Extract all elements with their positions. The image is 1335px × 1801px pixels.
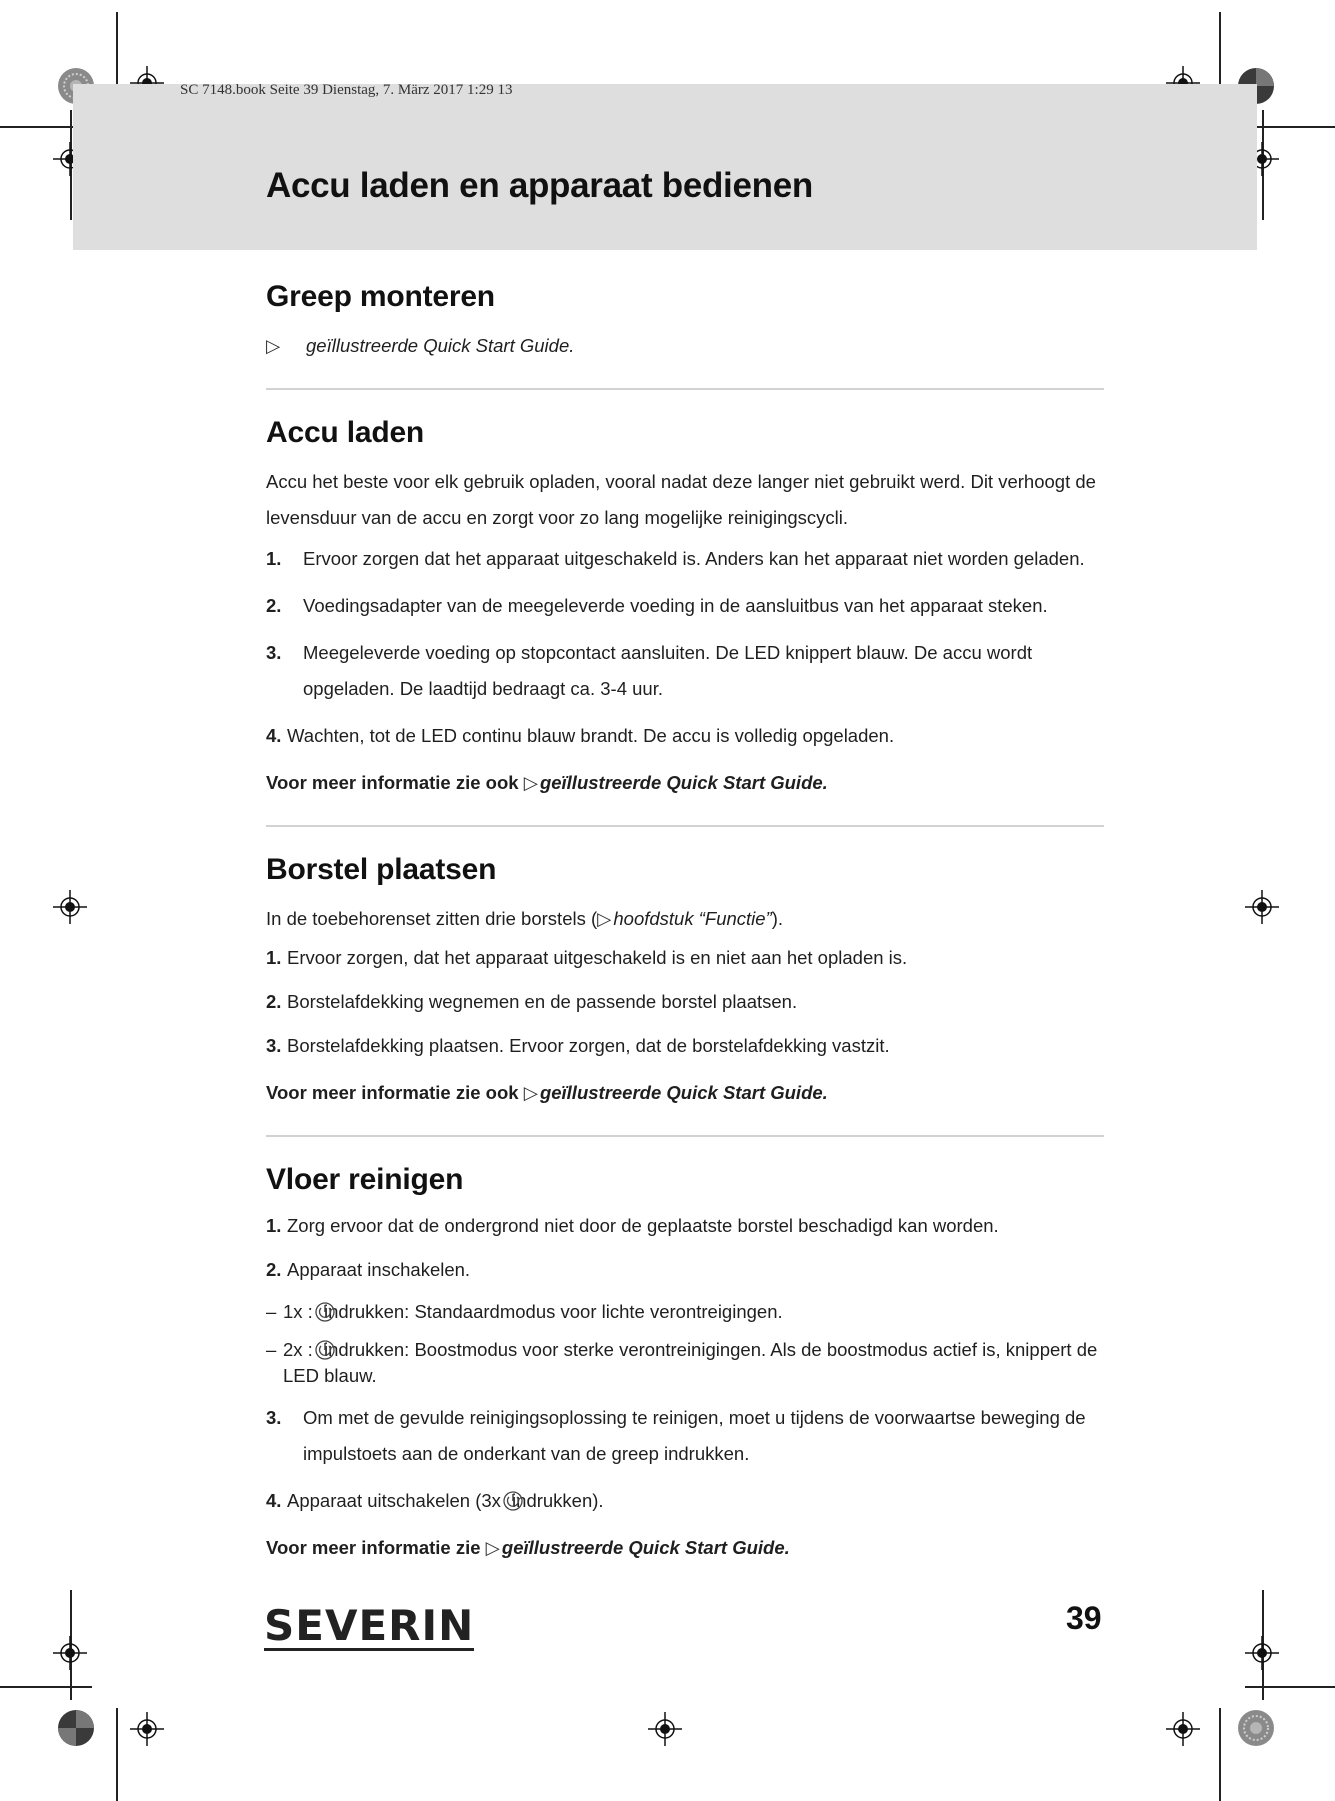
intro-text-end: ). <box>771 908 784 929</box>
step-text-end: indrukken). <box>512 1490 604 1511</box>
step-list <box>266 943 1104 1061</box>
list-item <box>266 1299 1104 1325</box>
list-item <box>266 721 1104 751</box>
more-info-line <box>266 1530 1104 1566</box>
step-number: 3. <box>266 1035 282 1056</box>
section-intro <box>266 901 1104 937</box>
section-title: Borstel plaatsen <box>266 853 497 886</box>
power-button-icon <box>314 1339 336 1361</box>
step-number: 3. <box>266 642 282 663</box>
power-button-icon <box>314 1301 336 1323</box>
list-item <box>266 1337 1104 1389</box>
intro-text: In de toebehorenset zitten drie borstels ( <box>266 908 598 929</box>
triangle-right-icon: ▷ <box>597 908 612 929</box>
step-list <box>266 1211 1104 1285</box>
step-list <box>266 544 1104 751</box>
list-item <box>266 1211 1104 1241</box>
more-info-lead: Voor meer informatie zie ook <box>266 772 519 793</box>
quick-start-link: geïllustreerde Quick Start Guide. <box>539 1082 828 1103</box>
section-divider <box>266 388 1104 390</box>
step-text: Borstelafdekking wegnemen en de passende borstel plaatsen. <box>287 991 798 1012</box>
registration-crosshair-icon <box>53 1636 87 1670</box>
triangle-right-icon: ▷ <box>523 772 538 793</box>
step-text-start: Apparaat uitschakelen (3x <box>287 1490 507 1511</box>
press-count: 2x : <box>283 1339 313 1360</box>
section-title: Accu laden <box>266 416 425 449</box>
press-count: 1x : <box>283 1301 313 1322</box>
registration-crosshair-icon <box>648 1712 682 1746</box>
quick-start-link: geïllustreerde Quick Start Guide. <box>539 772 828 793</box>
step-number: 1. <box>266 947 282 968</box>
list-item <box>266 987 1104 1017</box>
step-text: Ervoor zorgen dat het apparaat uitgeschakeld is. Anders kan het apparaat niet worden geladen. <box>303 548 1085 569</box>
step-text: Zorg ervoor dat de ondergrond niet door de geplaatste borstel beschadigd kan worden. <box>287 1215 999 1236</box>
mode-text <box>283 1299 1104 1325</box>
mode-list <box>266 1299 1104 1389</box>
section-title: Vloer reinigen <box>266 1163 464 1196</box>
list-item <box>266 943 1104 973</box>
step-number: 2. <box>266 1259 282 1280</box>
step-number: 1. <box>266 1215 282 1236</box>
registration-crosshair-icon <box>130 1712 164 1746</box>
step-number: 3. <box>266 1407 282 1428</box>
step-text: Om met de gevulde reinigingsoplossing te reinigen, moet u tijdens de voorwaartse beweging de impulstoets aan de onderkant van de greep indrukken. <box>303 1407 1086 1464</box>
power-button-icon <box>502 1490 524 1512</box>
step-text: Wachten, tot de LED continu blauw brandt. De accu is volledig opgeladen. <box>287 725 895 746</box>
print-slug-line: SC 7148.book Seite 39 Dienstag, 7. März 2017 1:29 13 <box>180 82 513 98</box>
step-number: 2. <box>266 991 282 1012</box>
list-item <box>266 1031 1104 1061</box>
crop-line <box>1219 1708 1221 1801</box>
more-info-lead: Voor meer informatie zie <box>266 1537 481 1558</box>
step-text: Voedingsadapter van de meegeleverde voeding in de aansluitbus van het apparaat steken. <box>303 595 1048 616</box>
mode-description: indrukken: Boostmodus voor sterke verontreinigingen. Als de boostmodus actief is, knippert de LED blauw. <box>283 1339 1098 1386</box>
step-text: Ervoor zorgen, dat het apparaat uitgeschakeld is en niet aan het opladen is. <box>287 947 908 968</box>
reference-text: geïllustreerde Quick Start Guide. <box>306 335 575 356</box>
triangle-right-icon: ▷ <box>485 1537 500 1558</box>
step-number: 4. <box>266 725 282 746</box>
crop-line <box>0 1686 92 1688</box>
quick-start-link: geïllustreerde Quick Start Guide. <box>501 1537 790 1558</box>
section-divider <box>266 825 1104 827</box>
color-calibration-disc-icon <box>56 1708 96 1748</box>
mode-text <box>283 1337 1104 1389</box>
quick-start-reference <box>266 328 1104 364</box>
section-vloer-reinigen <box>266 1163 1104 1566</box>
registration-crosshair-icon <box>1245 890 1279 924</box>
step-text: Borstelafdekking plaatsen. Ervoor zorgen, dat de borstelafdekking vastzit. <box>287 1035 890 1056</box>
more-info-line <box>266 765 1104 801</box>
mode-description: indrukken: Standaardmodus voor lichte verontreigingen. <box>323 1301 783 1322</box>
dash-marker: – <box>266 1301 277 1322</box>
main-content <box>266 280 1104 1566</box>
list-item <box>266 591 1104 624</box>
more-info-lead: Voor meer informatie zie ook <box>266 1082 519 1103</box>
dash-marker: – <box>266 1339 277 1360</box>
section-intro: Accu het beste voor elk gebruik opladen, vooral nadat deze langer niet gebruikt werd. Dit verhoogt de levensduur van de accu en zorgt voor zo lang mogelijke reinigingscycli. <box>266 471 1096 528</box>
chapter-reference: hoofdstuk “Functie” <box>613 908 772 929</box>
step-text: Apparaat inschakelen. <box>287 1259 471 1280</box>
step-number: 1. <box>266 548 282 569</box>
section-title: Greep monteren <box>266 280 495 313</box>
step-number: 2. <box>266 595 282 616</box>
list-item <box>266 1486 1104 1516</box>
crop-line <box>1245 1686 1335 1688</box>
list-item <box>266 544 1104 577</box>
color-calibration-disc-icon <box>1236 1708 1276 1748</box>
page-title: Accu laden en apparaat bedienen <box>266 166 813 205</box>
page-number: 39 <box>1066 1600 1102 1636</box>
list-item <box>266 1255 1104 1285</box>
section-greep-monteren <box>266 280 1104 364</box>
section-divider <box>266 1135 1104 1137</box>
registration-crosshair-icon <box>53 890 87 924</box>
more-info-line <box>266 1075 1104 1111</box>
list-item <box>266 1403 1104 1472</box>
step-number: 4. <box>266 1490 282 1511</box>
severin-logo: SEVERIN <box>264 1601 475 1650</box>
section-borstel-plaatsen <box>266 853 1104 1111</box>
registration-crosshair-icon <box>1245 1636 1279 1670</box>
step-list <box>266 1403 1104 1516</box>
section-accu-laden <box>266 416 1104 801</box>
step-text <box>287 1486 1104 1516</box>
step-text: Meegeleverde voeding op stopcontact aansluiten. De LED knippert blauw. De accu wordt opgeladen. De laadtijd bedraagt ca. 3-4 uur. <box>303 642 1033 699</box>
triangle-right-icon: ▷ <box>523 1082 538 1103</box>
registration-crosshair-icon <box>1166 1712 1200 1746</box>
crop-line <box>1245 126 1335 128</box>
crop-line <box>116 1708 118 1801</box>
list-item <box>266 638 1104 707</box>
triangle-right-icon: ▷ <box>266 335 281 356</box>
